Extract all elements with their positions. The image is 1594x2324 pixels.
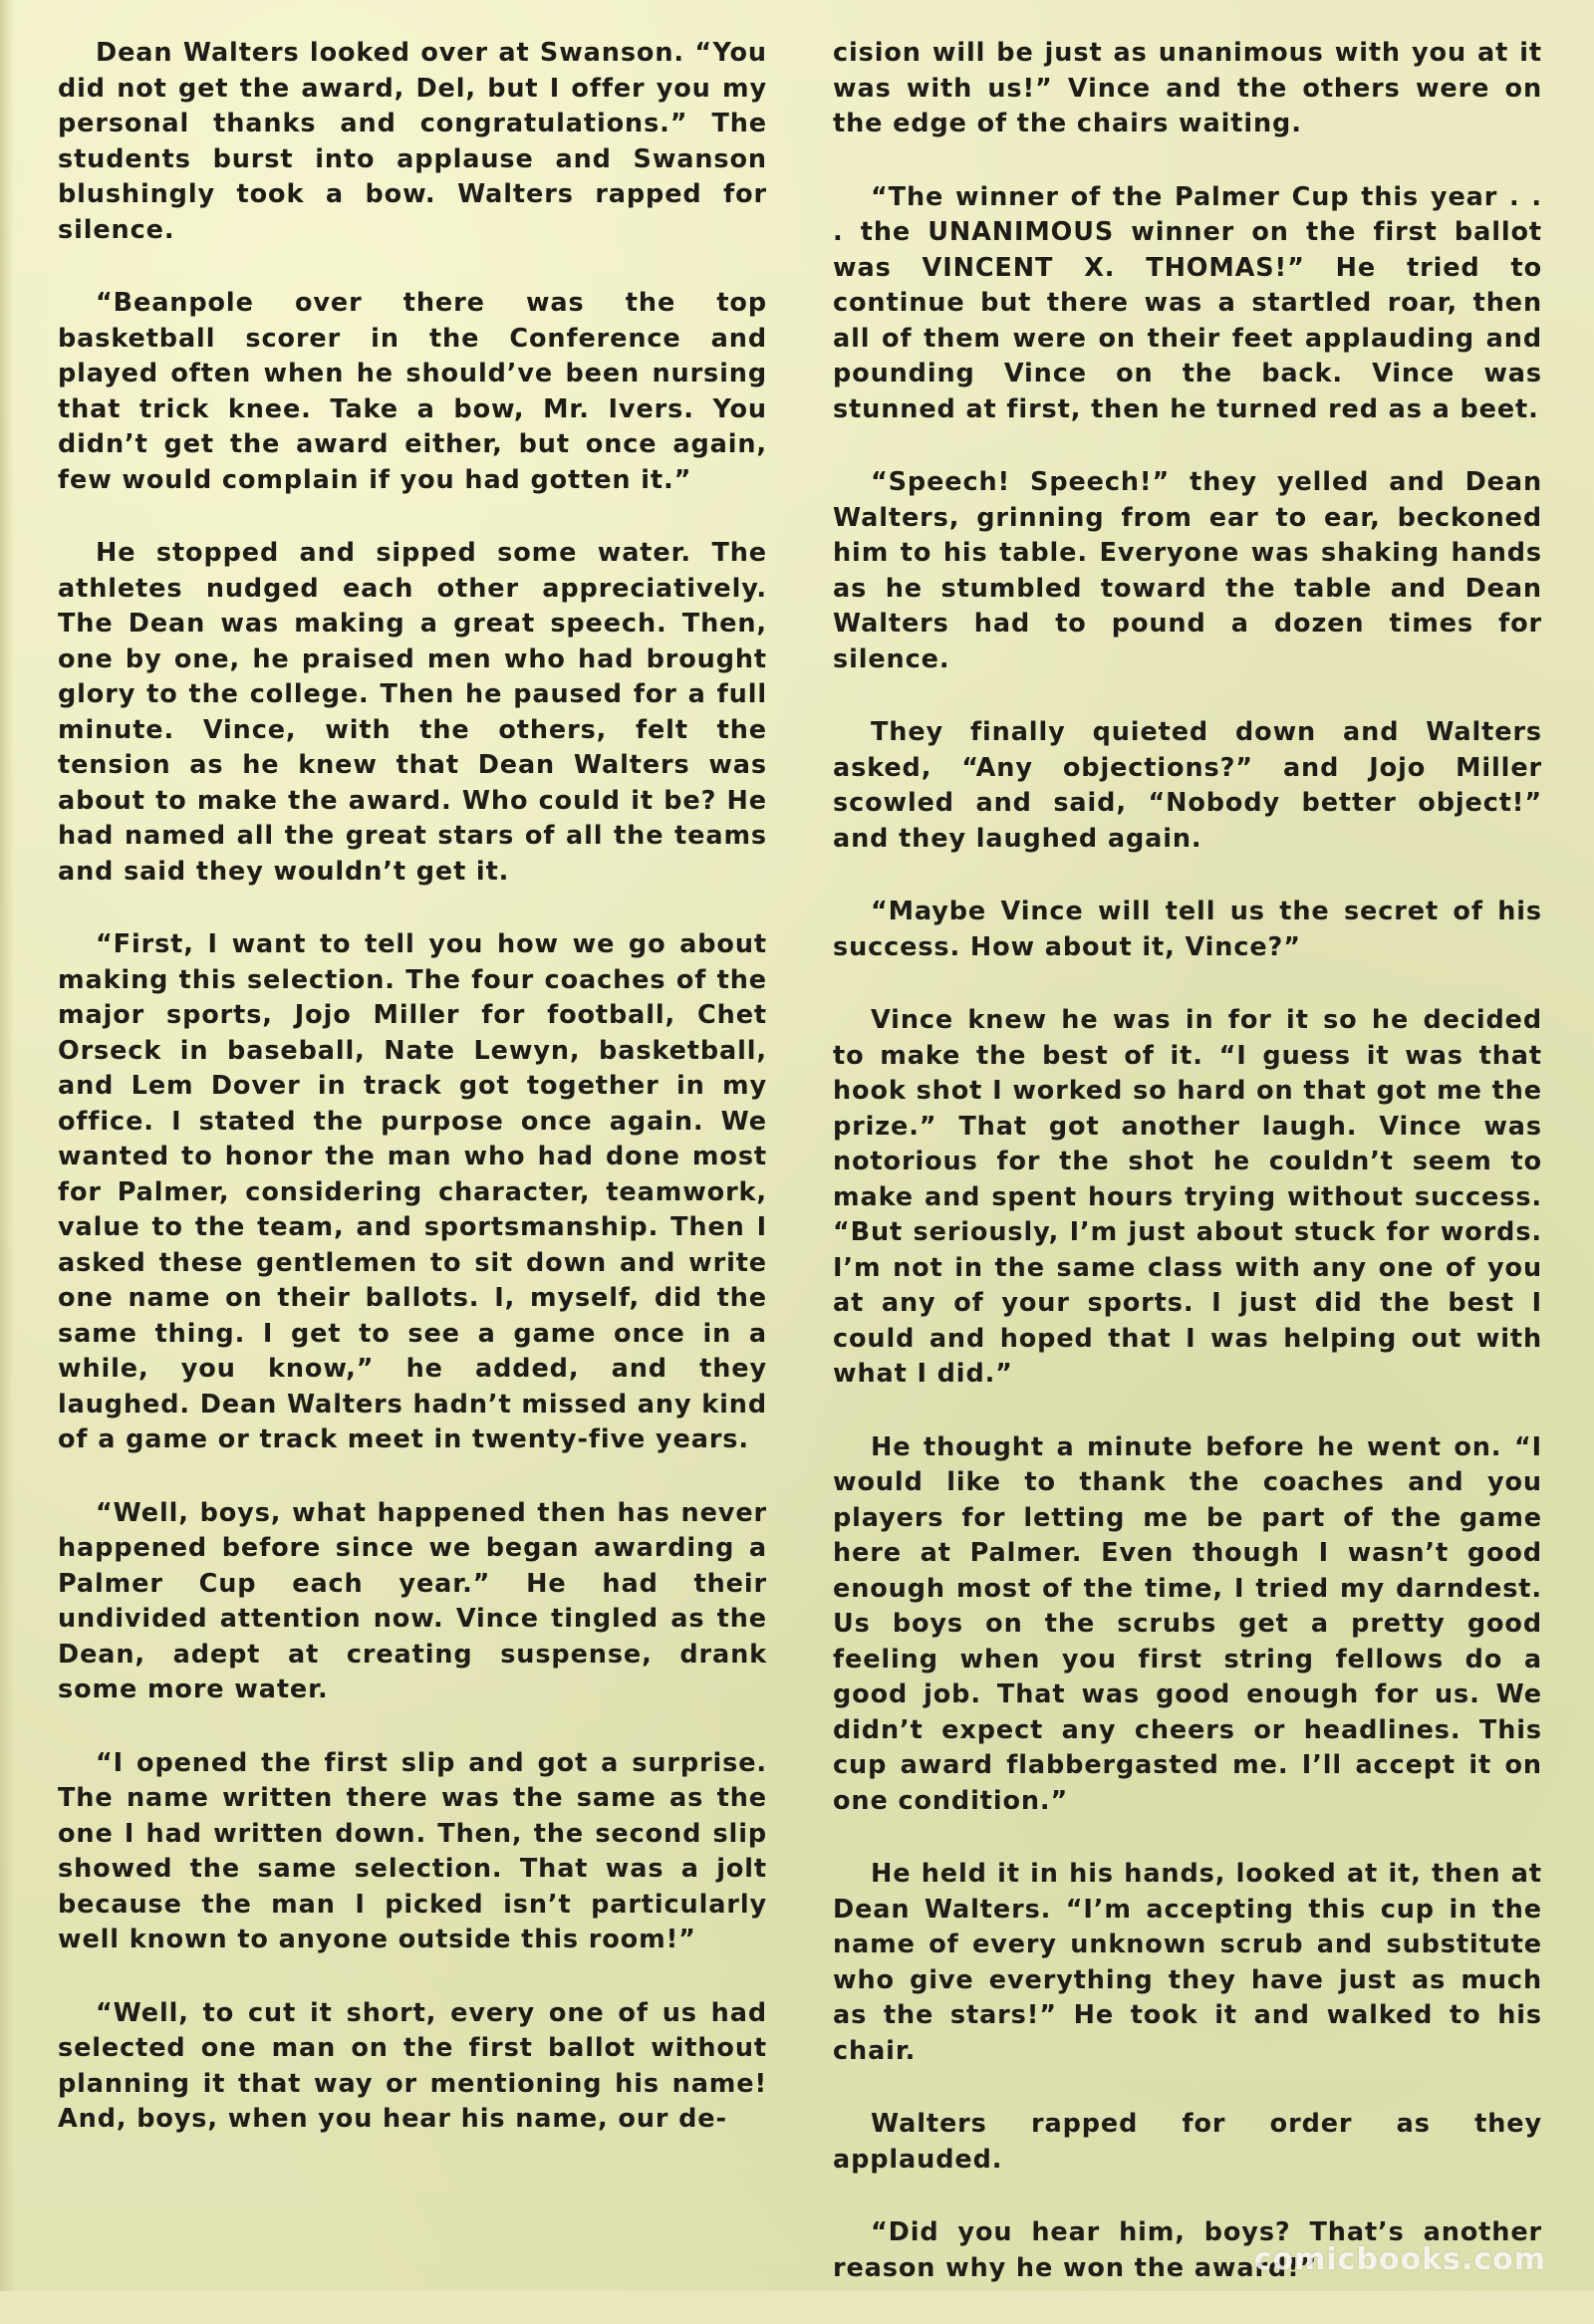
left-column [58,36,767,2176]
watermark: comicbooks.com [1253,2242,1546,2277]
paragraph: “Well, to cut it short, every one of us had selected one man on the first ballot without planning it that way or mentioning his name! And, boys, when you hear his name, our de- [58,1997,767,2134]
paragraph: “Beanpole over there was the top basketball scorer in the Conference and played often when he should’ve been nursing that trick knee. Take a bow, Mr. Ivers. You didn’t get the award either, but once again, few would complain if you had gotten it.” [58,288,767,495]
paragraph: “First, I want to tell you how we go about making this selection. The four coaches of the major sports, Jojo Miller for football, Chet Orseck in baseball, Nate Lewyn, basketball, and Lem Dover in track got together in my office. I stated the purpose once again. We wanted to honor the man who had done most for Palmer, considering character, teamwork, value to the team, and sportsmanship. Then I asked these gentlemen to sit down and write one name on their ballots. I, myself, did the same thing. I get to see a game once in a while, you know,” he added, and they laughed. Dean Walters hadn’t missed any kind of a game or track meet in twenty-five years. [58,929,767,1454]
paragraph: He stopped and sipped some water. The athletes nudged each other appreciatively. The Dean was making a great speech. Then, one by one, he praised men who had brought glory to the college. Then he paused for a full minute. Vince, with the others, felt the tension as he knew that Dean Walters was about to make the award. Who could it be? He had named all the great stars of all the teams and said they wouldn’t get it. [58,538,767,887]
paragraph: Dean Walters looked over at Swanson. “You did not get the award, Del, but I offer you my personal thanks and congratulations.” The students burst into applause and Swanson blushingly took a bow. Walters rapped for silence. [58,38,767,245]
paragraph: “Well, boys, what happened then has never happened before since we began awarding a Palmer Cup each year.” He had their undivided attention now. Vince tingled as the Dean, adept at creating suspense, drank some more water. [58,1497,767,1704]
paragraph: Walters rapped for order as they applauded. [833,2109,1542,2175]
paragraph: “I opened the first slip and got a surprise. The name written there was the same as the one I had written down. Then, the second slip showed the same selection. That was a jolt because the man I picked isn’t particularly well known to anyone outside this room!” [58,1747,767,1954]
paragraph: “Speech! Speech!” they yelled and Dean Walters, grinning from ear to ear, beckoned him to his table. Everyone was shaking hands as he stumbled toward the table and Dean Walters had to pound a dozen times for silence. [833,467,1542,674]
paragraph: They finally quieted down and Walters asked, “Any objections?” and Jojo Miller scowled and said, “Nobody better object!” and they laughed again. [833,717,1542,854]
page-edge [0,0,14,2291]
paragraph: He held it in his hands, looked at it, then at Dean Walters. “I’m accepting this cup in the name of every unknown scrub and substitute who give everything they have just as much as the stars!” He took it and walked to his chair. [833,1859,1542,2066]
paragraph-continuation: cision will be just as unanimous with you at it was with us!” Vince and the others were on the edge of the chairs waiting. [833,38,1542,138]
right-column [833,36,1542,2324]
paragraph: “Did you hear him, boys? That’s another reason why he won the award!” [833,2217,1542,2283]
paragraph: He thought a minute before he went on. “I would like to thank the coaches and you players for letting me be part of the game here at Palmer. Even though I wasn’t good enough most of the time, I tried my darndest. Us boys on the scrubs get a pretty good feeling when you first string fellows do a good job. That was good enough for us. We didn’t expect any cheers or headlines. This cup award flabbergasted me. I’ll accept it on one condition.” [833,1431,1542,1816]
paragraph: “The winner of the Palmer Cup this year . . . the UNANIMOUS winner on the first ballot was VINCENT X. THOMAS!” He tried to continue but there was a startled roar, then all of them were on their feet applauding and pounding Vince on the back. Vince was stunned at first, then he turned red as a beet. [833,181,1542,424]
paragraph: “Maybe Vince will tell us the secret of his success. How about it, Vince?” [833,897,1542,962]
paragraph: Vince knew he was in for it so he decided to make the best of it. “I guess it was that hook shot I worked so hard on that got me the prize.” That got another laugh. Vince was notorious for the shot he couldn’t seem to make and spent hours trying without success. “But seriously, I’m just about stuck for words. I’m not in the same class with any one of you at any of your sports. I just did the best I could and hoped that I was helping out with what I did.” [833,1005,1542,1389]
